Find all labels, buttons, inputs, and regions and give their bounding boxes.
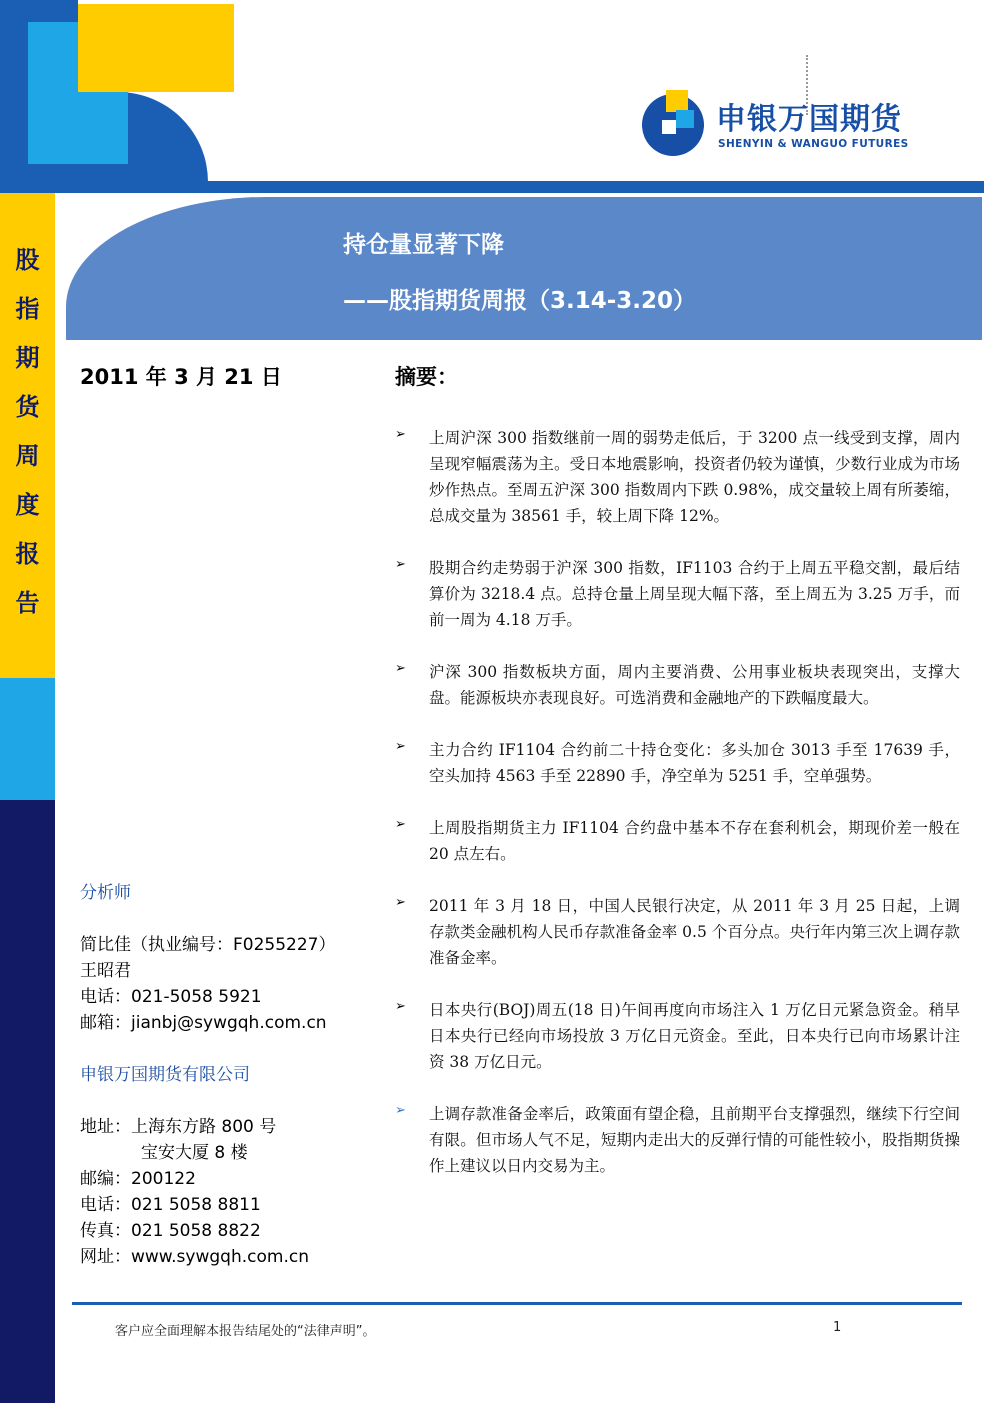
summary-item — [395, 815, 960, 867]
title-banner — [66, 197, 982, 340]
summary-item — [395, 425, 960, 529]
footer-legal-note: 客户应全面理解本报告结尾处的“法律声明”。 — [115, 1324, 376, 1339]
arrow-bullet-icon: ➢ — [395, 895, 406, 910]
analyst-email: 邮箱：jianbj@sywgqh.com.cn — [80, 1013, 327, 1033]
arrow-bullet-icon: ➢ — [395, 739, 406, 754]
company-address-line2: 宝安大厦 8 楼 — [141, 1143, 248, 1163]
summary-item-text: 上调存款准备金率后，政策面有望企稳，且前期平台支撑强烈，继续下行空间有限。但市场人气不足，短期内走出大的反弹行情的可能性较小，股指期货操作上建议以日内交易为主。 — [429, 1105, 960, 1175]
sidebar-title-char: 周 — [15, 442, 40, 470]
sidebar-vertical-title — [0, 236, 55, 628]
summary-list — [395, 425, 960, 1205]
header-decor-yellow — [78, 4, 234, 92]
sidebar-title-char: 度 — [15, 491, 40, 519]
company-postcode: 邮编：200122 — [80, 1169, 196, 1189]
arrow-bullet-icon: ➢ — [395, 817, 406, 832]
arrow-bullet-icon: ➢ — [395, 427, 406, 442]
sidebar-title-char: 股 — [15, 246, 40, 274]
arrow-bullet-icon: ➢ — [395, 661, 406, 676]
summary-item-text: 上周股指期货主力 IF1104 合约盘中基本不存在套利机会，期现价差一般在 20 点左右。 — [429, 819, 960, 863]
footer-divider — [72, 1302, 962, 1305]
summary-item — [395, 555, 960, 633]
summary-heading: 摘要： — [395, 365, 458, 389]
sidebar-title-char: 货 — [15, 393, 40, 421]
summary-item-text: 上周沪深 300 指数继前一周的弱势走低后，于 3200 点一线受到支撑，周内呈现窄幅震荡为主。受日本地震影响，投资者仍较为谨慎，少数行业成为市场炒作热点。至周五沪深 300 指数周内下跌 0.98%，成交量较上周有所萎缩，总成交量为 38561 手，较上周下降 12%。 — [429, 429, 960, 525]
summary-item-text: 日本央行(BOJ)周五(18 日)午间再度向市场注入 1 万亿日元紧急资金。稍早日本央行已经向市场投放 3 万亿日元资金。至此，日本央行已向市场累计注资 38 万亿日元。 — [429, 1001, 960, 1071]
summary-item — [395, 1101, 960, 1179]
header-stripe — [0, 181, 984, 193]
summary-item — [395, 997, 960, 1075]
summary-item-text: 股期合约走势弱于沪深 300 指数，IF1103 合约于上周五平稳交割，最后结算价为 3218.4 点。总持仓量上周呈现大幅下落，至上周五为 3.25 万手，而前一周为 4.18 万手。 — [429, 559, 960, 629]
sidebar-title-char: 指 — [15, 295, 40, 323]
arrow-bullet-icon: ➢ — [395, 1103, 406, 1118]
page-number: 1 — [833, 1320, 842, 1335]
analyst-name-secondary: 王昭君 — [80, 961, 131, 981]
sidebar-title-char: 报 — [15, 540, 40, 568]
company-heading: 申银万国期货有限公司 — [80, 1065, 250, 1085]
logo-english-name: SHENYIN & WANGUO FUTURES — [718, 138, 909, 150]
sidebar-navy — [0, 800, 55, 1403]
summary-item-text: 沪深 300 指数板块方面，周内主要消费、公用事业板块表现突出，支撑大盘。能源板块亦表现良好。可选消费和金融地产的下跌幅度最大。 — [429, 663, 960, 707]
summary-item-text: 2011 年 3 月 18 日，中国人民银行决定，从 2011 年 3 月 25 日起，上调存款类金融机构人民币存款准备金率 0.5 个百分点。央行年内第三次上调存款准备金率。 — [429, 897, 960, 967]
summary-item — [395, 737, 960, 789]
summary-item — [395, 893, 960, 971]
report-date: 2011 年 3 月 21 日 — [80, 365, 282, 389]
analyst-heading: 分析师 — [80, 883, 131, 903]
summary-item — [395, 659, 960, 711]
report-title: 持仓量显著下降 — [343, 232, 504, 258]
analyst-phone: 电话：021-5058 5921 — [80, 987, 262, 1007]
report-subtitle: ——股指期货周报（3.14-3.20） — [343, 288, 697, 314]
company-logo — [640, 90, 920, 160]
sidebar-cyan — [0, 678, 55, 800]
logo-chinese-name: 申银万国期货 — [716, 102, 902, 137]
sidebar-title-char: 期 — [15, 344, 40, 372]
company-fax: 传真：021 5058 8822 — [80, 1221, 261, 1241]
company-address: 地址：上海东方路 800 号 — [80, 1117, 277, 1137]
company-website: 网址：www.sywgqh.com.cn — [80, 1247, 309, 1267]
logo-mark-icon — [640, 90, 706, 156]
sidebar-title-char: 告 — [15, 589, 40, 617]
arrow-bullet-icon: ➢ — [395, 999, 406, 1014]
analyst-name-primary: 简比佳（执业编号：F0255227） — [80, 935, 336, 955]
arrow-bullet-icon: ➢ — [395, 557, 406, 572]
company-phone: 电话：021 5058 8811 — [80, 1195, 261, 1215]
summary-item-text: 主力合约 IF1104 合约前二十持仓变化：多头加仓 3013 手至 17639 手，空头加持 4563 手至 22890 手，净空单为 5251 手，空单强势。 — [429, 741, 960, 785]
